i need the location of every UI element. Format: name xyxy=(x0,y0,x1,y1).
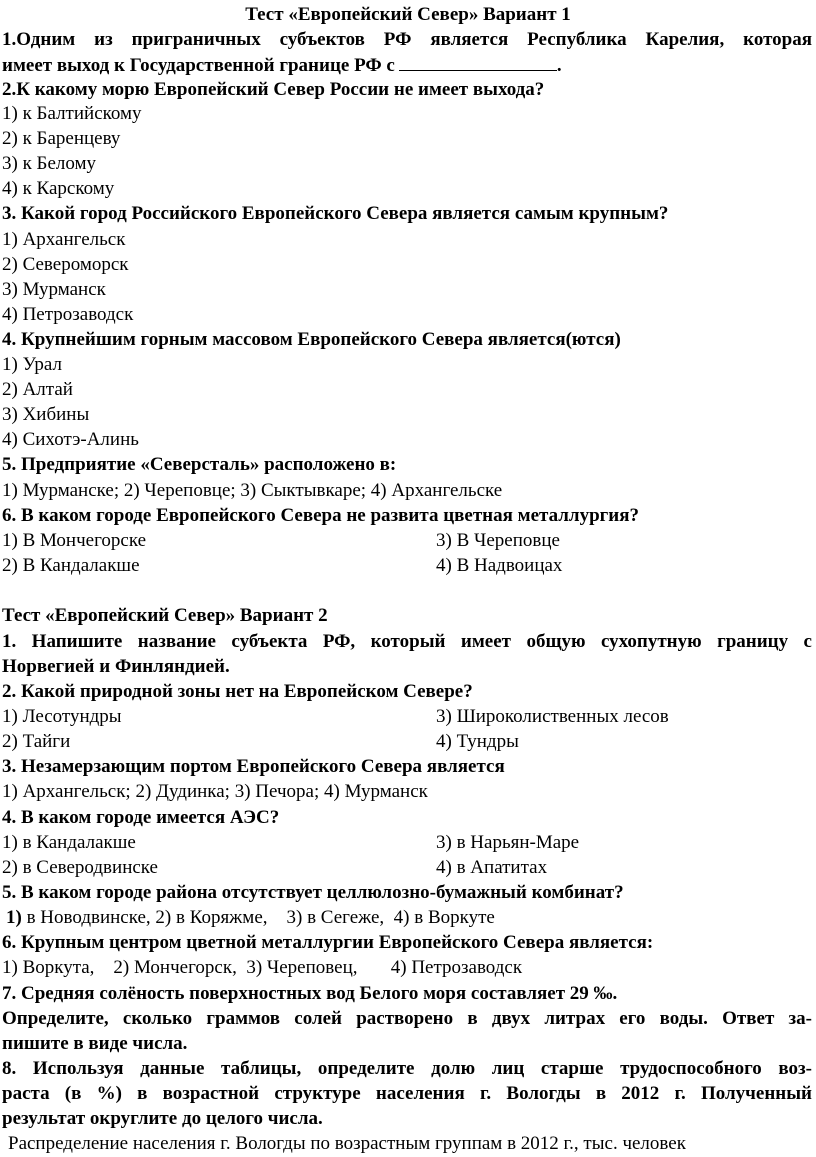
v1-q4-option-1: 1) Урал xyxy=(2,354,62,375)
v2-q6-options: 1) Воркута, 2) Мончегорск, 3) Череповец, 4) Петрозаводск xyxy=(2,957,523,978)
v1-q6-option-1: 1) В Мончегорске xyxy=(2,530,147,551)
v2-q2-option-1: 1) Лесотундры xyxy=(2,706,122,727)
v1-q4-option-2: 2) Алтай xyxy=(2,379,73,400)
variant1-title: Тест «Европейский Север» Вариант 1 xyxy=(245,4,571,25)
v1-q2-option-4: 4) к Карскому xyxy=(2,178,115,199)
v1-q6-option-4: 4) В Надвоицах xyxy=(436,555,563,576)
v1-question-5: 5. Предприятие «Северсталь» расположено в: xyxy=(2,454,397,475)
v2-question-7-line1: 7. Средняя солёность поверхностных вод Белого моря составляет 29 ‰. xyxy=(2,983,618,1004)
v2-q2-option-2: 2) Тайги xyxy=(2,731,71,752)
v2-q5-option-number: 1) xyxy=(6,907,22,928)
v2-question-7-line2: Определите, сколько граммов солей растворено в двух литрах его воды. Ответ за- xyxy=(2,1008,812,1029)
v2-question-8-line3: результат округлите до целого числа. xyxy=(2,1108,323,1129)
v1-q4-option-4: 4) Сихотэ-Алинь xyxy=(2,429,139,450)
v1-question-2: 2.К какому морю Европейский Север России не имеет выхода? xyxy=(2,79,545,100)
v1-q4-option-3: 3) Хибины xyxy=(2,404,90,425)
variant2-title: Тест «Европейский Север» Вариант 2 xyxy=(2,605,328,626)
v1-question-1-period: . xyxy=(556,55,562,76)
v1-question-1-line2 xyxy=(2,52,562,77)
v1-q3-option-1: 1) Архангельск xyxy=(2,229,126,250)
table-caption: Распределение населения г. Вологды по возрастным группам в 2012 г., тыс. человек xyxy=(8,1133,686,1154)
v2-question-2: 2. Какой природной зоны нет на Европейском Севере? xyxy=(2,681,473,702)
v2-question-6: 6. Крупным центром цветной металлургии Европейского Севера является: xyxy=(2,932,654,953)
v1-q6-option-2: 2) В Кандалакше xyxy=(2,555,140,576)
v2-q2-option-3: 3) Широколиственных лесов xyxy=(436,706,669,727)
v2-q4-option-1: 1) в Кандалакше xyxy=(2,832,136,853)
v1-question-1-text: имеет выход к Государственной границе РФ с xyxy=(2,55,395,76)
v2-q4-option-4: 4) в Апатитах xyxy=(436,857,548,878)
v2-q2-option-4: 4) Тундры xyxy=(436,731,519,752)
v1-q2-option-3: 3) к Белому xyxy=(2,153,97,174)
v2-q5-option-text: в Новодвинске, 2) в Коряжме, 3) в Сегеже, 4) в Воркуте xyxy=(21,907,495,928)
v2-q4-option-2: 2) в Северодвинске xyxy=(2,857,158,878)
v2-question-1-line1: 1. Напишите название субъекта РФ, который имеет общую сухопутную границу с xyxy=(2,631,812,652)
v1-question-1-line1: 1.Одним из приграничных субъектов РФ является Республика Карелия, которая xyxy=(2,29,812,50)
v2-question-1-line2: Норвегией и Финляндией. xyxy=(2,656,230,677)
v2-question-5: 5. В каком городе района отсутствует целлюлозно-бумажный комбинат? xyxy=(2,882,624,903)
answer-blank xyxy=(399,52,557,71)
v1-question-6: 6. В каком городе Европейского Севера не развита цветная металлургия? xyxy=(2,505,639,526)
v1-q5-options: 1) Мурманске; 2) Череповце; 3) Сыктывкаре; 4) Архангельске xyxy=(2,480,503,501)
v1-q3-option-2: 2) Североморск xyxy=(2,254,129,275)
v1-q3-option-4: 4) Петрозаводск xyxy=(2,304,134,325)
v2-q5-options xyxy=(6,905,495,930)
v2-q3-options: 1) Архангельск; 2) Дудинка; 3) Печора; 4) Мурманск xyxy=(2,781,428,802)
v2-q4-option-3: 3) в Нарьян-Маре xyxy=(436,832,580,853)
v2-question-7-line3: пишите в виде числа. xyxy=(2,1033,188,1054)
v2-question-8-line2: раста (в %) в возрастной структуре населения г. Вологды в 2012 г. Полученный xyxy=(2,1083,812,1104)
v1-q2-option-1: 1) к Балтийскому xyxy=(2,103,142,124)
v1-q2-option-2: 2) к Баренцеву xyxy=(2,128,121,149)
v1-question-3: 3. Какой город Российского Европейского Севера является самым крупным? xyxy=(2,203,669,224)
v2-question-4: 4. В каком городе имеется АЭС? xyxy=(2,807,280,828)
v2-question-8-line1: 8. Используя данные таблицы, определите долю лиц старше трудоспособного воз- xyxy=(2,1058,812,1079)
v1-q3-option-3: 3) Мурманск xyxy=(2,279,106,300)
v1-question-4: 4. Крупнейшим горным массовом Европейского Севера является(ются) xyxy=(2,329,621,350)
v2-question-3: 3. Незамерзающим портом Европейского Севера является xyxy=(2,756,505,777)
v1-q6-option-3: 3) В Череповце xyxy=(436,530,560,551)
